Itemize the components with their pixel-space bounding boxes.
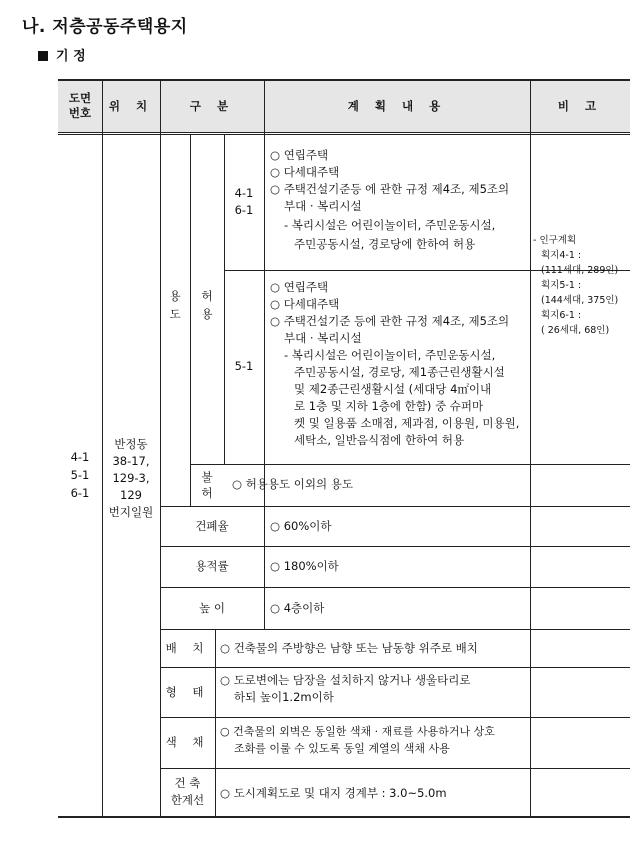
form-value-line-1: ○ 도로변에는 담장을 설치하지 않거나 생울타리로 [220, 673, 471, 687]
color-label: 색 채 [165, 735, 210, 749]
header-note: 비 고 [530, 80, 630, 132]
block-a-item-2: ○ 다세대주택 [270, 165, 340, 179]
block-a-label: 4-1 6-1 [234, 186, 254, 217]
header-location: 위 치 [102, 80, 160, 132]
use-label: 용 도 [169, 289, 181, 321]
drawing-no-cell: 4-1 5-1 6-1 [70, 450, 90, 500]
setback-value: ○ 도시계획도로 및 대지 경계부 : 3.0~5.0m [220, 786, 447, 800]
block-b-item-9: 켓 및 일용품 소매점, 제과점, 이용원, 미용원, [294, 416, 520, 430]
block-a-item-4: 부대 · 복리시설 [284, 199, 362, 213]
section-title: 나. 저층공동주택용지 [22, 17, 188, 37]
placement-label: 배 치 [165, 640, 210, 655]
header-drawing-no: 도면 번호 [58, 80, 102, 132]
location-cell: 반정동 38-17, 129-3, 129 번지일원 [108, 436, 154, 519]
far-label: 용적률 [195, 559, 229, 573]
block-b-item-8: 로 1층 및 지하 1층에 한함) 중 슈퍼마 [294, 399, 484, 413]
height-label: 높 이 [199, 600, 225, 615]
color-value-line-2: 조화를 이룰 수 있도록 동일 계열의 색채 사용 [234, 742, 450, 755]
height-value: ○ 4층이하 [270, 601, 325, 615]
note-line-2: 획지4-1 : [541, 250, 582, 261]
block-b-content [270, 279, 528, 449]
note-line-4: 획지5-1 : [541, 280, 582, 291]
note-line-3: (111세대, 289인) [541, 265, 619, 276]
placement-value: ○ 건축물의 주방향은 남향 또는 남동향 위주로 배치 [220, 641, 478, 655]
notes-cell [533, 233, 630, 338]
block-b-item-4: 부대 · 복리시설 [284, 331, 362, 345]
note-line-6: 획지6-1 : [541, 310, 582, 321]
header-plan: 계 획 내 용 [264, 80, 530, 132]
allowed-label: 허 용 [201, 289, 213, 321]
form-value [220, 672, 528, 706]
block-a-item-3: ○ 주택건설기준등 에 관한 규정 제4조, 제5조의 [270, 182, 510, 196]
header-category: 구 분 [160, 80, 264, 132]
form-label: 형 태 [165, 684, 210, 699]
block-b-item-1: ○ 연립주택 [270, 280, 329, 294]
block-b-item-6: 주민공동시설, 경로당, 제1종근린생활시설 [294, 365, 505, 379]
block-b-item-7: 및 제2종근린생활시설 (세대당 4㎡이내 [294, 382, 492, 396]
not-allowed-text: ○ 허용용도 이외의 용도 [232, 477, 353, 491]
block-a-content [270, 147, 528, 253]
not-allowed-label: 불 허 [201, 470, 213, 500]
form-value-line-2: 하되 높이1.2m이하 [234, 690, 334, 704]
color-value [220, 723, 528, 757]
setback-label: 건 축 한계선 [170, 776, 205, 807]
coverage-value: ○ 60%이하 [270, 519, 332, 533]
block-a-item-5: - 복리시설은 어린이놀이터, 주민운동시설, [284, 218, 496, 232]
block-a-item-1: ○ 연립주택 [270, 148, 329, 162]
note-line-1: - 인구계획 [533, 235, 577, 246]
sub-title-text: 기 정 [56, 49, 86, 64]
far-value: ○ 180%이하 [270, 559, 339, 573]
block-b-item-10: 세탁소, 일반음식점에 한하여 허용 [294, 433, 465, 447]
block-b-item-3: ○ 주택건설기준 등에 관한 규정 제4조, 제5조의 [270, 314, 510, 328]
block-b-item-2: ○ 다세대주택 [270, 297, 340, 311]
note-line-7: ( 26세대, 68인) [541, 325, 610, 336]
block-b-item-5: - 복리시설은 어린이놀이터, 주민운동시설, [284, 348, 496, 362]
block-a-item-6: 주민공동시설, 경로당에 한하여 허용 [294, 237, 476, 251]
note-line-5: (144세대, 375인) [541, 295, 619, 306]
color-value-line-1: ○ 건축물의 외벽은 동일한 색채 · 재료를 사용하거나 상호 [220, 725, 495, 738]
coverage-label: 건폐율 [195, 518, 229, 533]
block-b-label: 5-1 [234, 358, 254, 373]
